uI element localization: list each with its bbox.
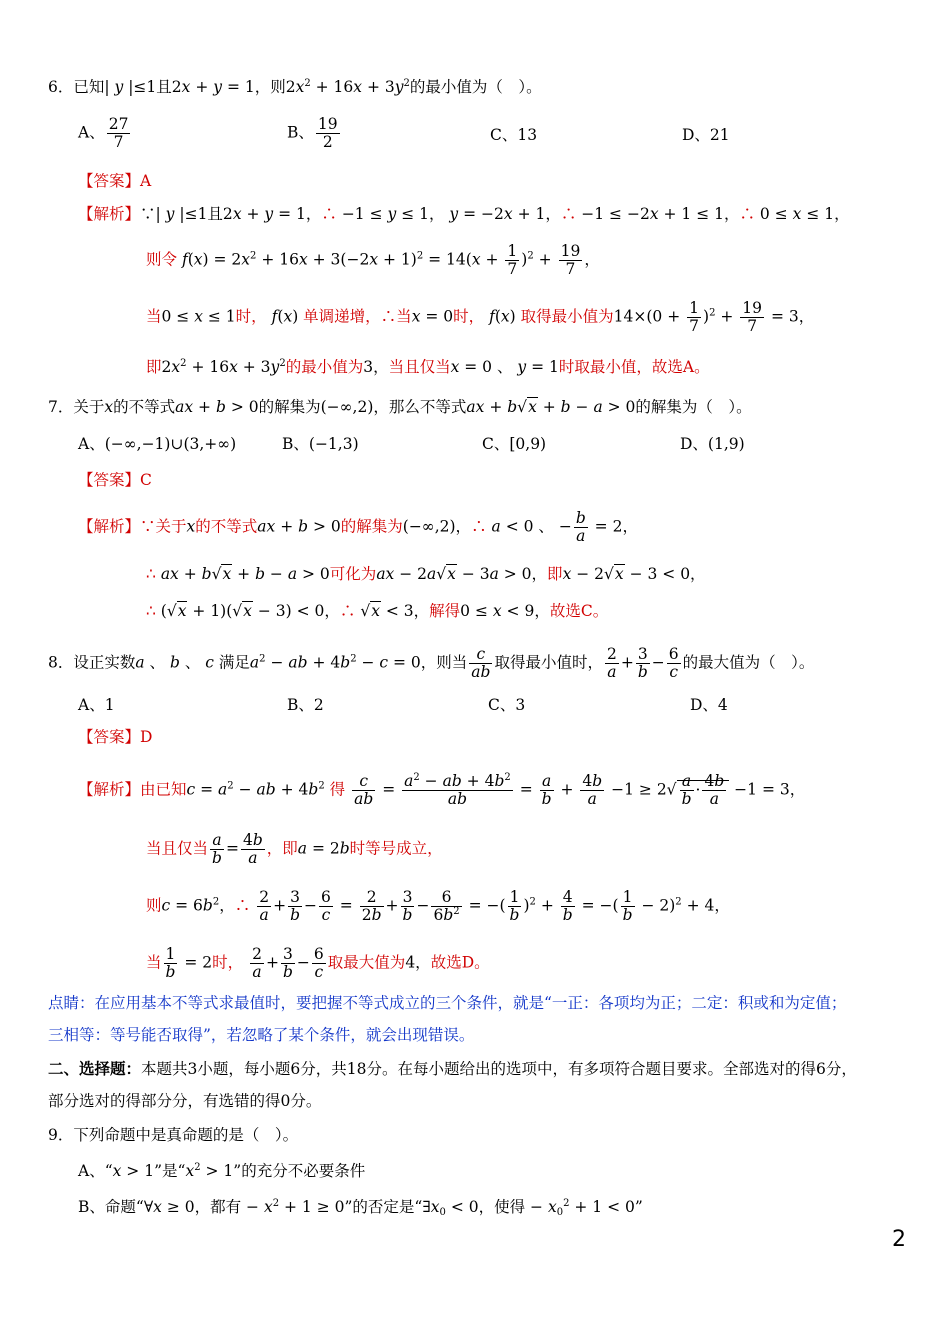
q9-option-b: B、命题“∀x ≥ 0，都有 − $x^2 + 1 \ge 0$”的否定是“$\exists x_0 < 0$，使得 − $x_0^2 + 1 < 0$”: [78, 1198, 643, 1218]
q7-answer: 【答案】C: [78, 471, 152, 489]
q8-option-c: C、3: [488, 696, 526, 714]
q7-option-a: A、(−∞,−1)∪(3,+∞): [78, 435, 237, 453]
q7-option-d: D、(1,9): [680, 435, 745, 453]
tip-line-1: 点睛：在应用基本不等式求最值时，要把握不等式成立的三个条件，就是“一正：各项均为正；二定：积或和为定值；: [48, 994, 847, 1012]
tip-line-2: 三相等：等号能否取得”，若忽略了某个条件，就会出现错误。: [48, 1026, 475, 1044]
page-number: 2: [892, 1227, 906, 1252]
q6-answer: 【答案】A: [78, 172, 152, 190]
section2-line-1: 二、选择题：本题共3小题，每小题6分，共18分。在每小题给出的选项中，有多项符合题目要求。全部选对的得6分，: [48, 1059, 857, 1078]
q6-analysis-2: 则令 $f(x) = 2x^2 + 16x + 3(-2x + 1)^2 = 14(x$ + $\frac{1}{7}$ )$^2$ + $\frac{19}{7}$ ，: [146, 242, 600, 279]
q6-option-a: A、 $\frac{27}{7}$: [78, 115, 129, 152]
q8-analysis-4: 当 $\frac{1}{b}$ = 2时， $\frac{2}{a}$ + $\frac{3}{b}$ − $\frac{6}{c}$ 取最大值为4，故选D。: [146, 945, 490, 982]
q8-analysis-2: 当且仅当 $\frac{a}{b}$ = $\frac{4b}{a}$ ，即a = 2b时等号成立，: [146, 831, 443, 868]
q8-stem: 8．设正实数a 、 b 、 c 满足$a^2$ − ab + $4b^2 - c = 0$，则当 $\frac{c}{ab}$ 取得最小值时， $\frac{2}{a}$ + $\frac{3}{b}$ − $\frac{6}{c}$ 的最大值为（ ）。: [48, 645, 815, 682]
q6-option-c: C、13: [490, 126, 538, 144]
q8-option-a: A、1: [78, 696, 115, 714]
q8-analysis-1: 【解析】由已知$c = a^2$ − ab + $4b^2$ 得 $\frac{c}{ab}$ = $\frac{a^2 - ab + 4b^2}{ab}$ = $\frac{a}{b}$ + $\frac{4b}{a}$ −1 ≥ 2√ $\frac{a}{b}$ · $\frac{4b}{a}$ −1 = 3，: [78, 772, 806, 809]
q6-analysis-1: 【解析】∵| y |≤1且2x + y = 1，∴ −1 ≤ y ≤ 1， y = −2x + 1，∴ −1 ≤ −2x + 1 ≤ 1，∴ 0 ≤ x ≤ 1，: [78, 205, 850, 223]
q6-analysis-3: 当0 ≤ x ≤ 1时， f(x) 单调递增，∴当x = 0时， f(x) 取得最小值为14×(0 + $\frac{1}{7}$ )$^2$ + $\frac{19}{7}$ = 3，: [146, 299, 815, 336]
q9-option-a: A、“x > 1”是“$x^2 > 1$”的充分不必要条件: [78, 1162, 366, 1180]
q7-analysis-3: ∴ (√x + 1)(√x − 3) < 0，∴ √x < 3，解得0 ≤ x < 9，故选C。: [146, 602, 609, 620]
q7-option-b: B、(−1,3): [282, 435, 359, 453]
q7-option-c: C、[0,9): [482, 435, 547, 453]
q7-analysis-1: 【解析】∵关于x的不等式ax + b > 0的解集为(−∞,2)，∴ a < 0 、 − $\frac{b}{a}$ = 2，: [78, 509, 638, 546]
q6-stem: 6．已知| y |≤1且2x + y = 1，则$2x^2 + 16x + 3y^2$的最小值为（ ）。: [48, 78, 542, 96]
q7-stem: 7．关于x的不等式ax + b > 0的解集为(−∞,2)，那么不等式ax + b√x + b − a > 0的解集为（ ）。: [48, 398, 752, 416]
q8-option-b: B、2: [287, 696, 324, 714]
section2-line-2: 部分选对的得部分分，有选错的得0分。: [48, 1092, 322, 1110]
q6-analysis-4: 即$2x^2 + 16x + 3y^2$的最小值为3，当且仅当x = 0 、 y = 1时取最小值，故选A。: [146, 358, 710, 376]
q9-stem: 9．下列命题中是真命题的是（ ）。: [48, 1126, 299, 1144]
q6-option-d: D、21: [682, 126, 730, 144]
q7-analysis-2: ∴ ax + b√x + b − a > 0可化为ax − 2a√x − 3a > 0，即x − 2√x − 3 < 0，: [146, 565, 706, 583]
q8-answer: 【答案】D: [78, 728, 153, 746]
q8-option-d: D、4: [690, 696, 728, 714]
q8-analysis-3: 则$c = 6b^2$，∴ $\frac{2}{a}$ + $\frac{3}{b}$ − $\frac{6}{c}$ = $\frac{2}{2b}$ + $\frac{3}{b}$ − $\frac{6}{6b^2}$ = −( $\frac{1}{b}$ )$^2$ + $\frac{4}{b}$ = −( $\frac{1}{b}$ − 2)$^2$ + 4，: [146, 888, 730, 925]
q6-option-b: B、 $\frac{19}{2}$: [287, 115, 338, 152]
